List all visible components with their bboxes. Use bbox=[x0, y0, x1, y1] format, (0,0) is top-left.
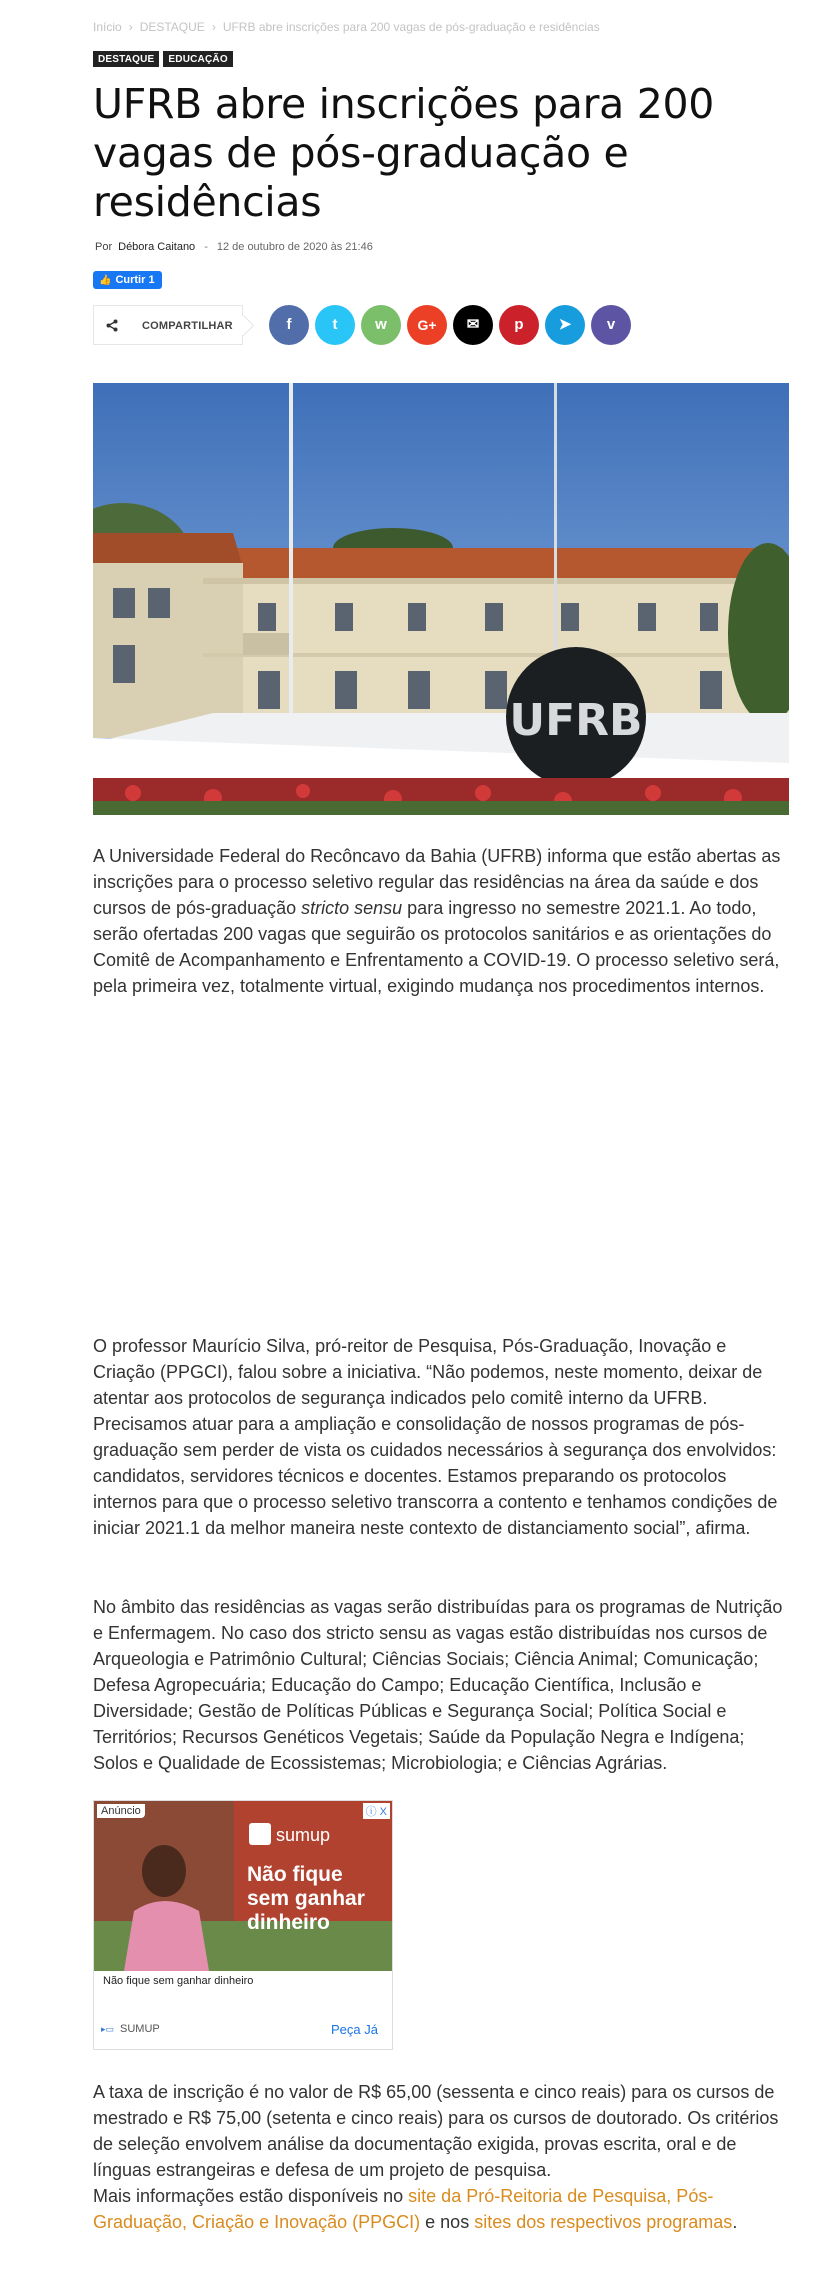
author-prefix: Por bbox=[95, 241, 113, 253]
article-title: UFRB abre inscrições para 200 vagas de pós-graduação e residências bbox=[93, 80, 715, 226]
paragraph-text: A Universidade Federal do Recôncavo da Bahia (UFRB) informa que estão abertas as inscrições para o processo seletivo regular das residências na área da saúde e dos cursos de pós-graduação bbox=[93, 846, 781, 918]
share-toggle[interactable] bbox=[93, 305, 243, 345]
pinterest-share-button[interactable] bbox=[499, 305, 539, 345]
paragraph-text: Mais informações estão disponíveis no bbox=[93, 2186, 409, 2206]
article-meta bbox=[95, 241, 373, 253]
thumbs-up-icon: 👍 bbox=[99, 275, 112, 286]
svg-text:dinheiro: dinheiro bbox=[247, 1911, 330, 1934]
paragraph-emphasis: stricto sensu bbox=[301, 898, 403, 918]
svg-text:Não fique: Não fique bbox=[247, 1863, 343, 1886]
article-paragraph: No âmbito das residências as vagas serão distribuídas para os programas de Nutrição e Enfermagem. No caso dos stricto sensu as vagas estão distribuídas nos cursos de Arqueologia e Patrimônio Cultural; Ciências Sociais; Ciência Animal; Comunicação; Defesa Agropecuária; Educação do Campo; Educação Científica, Inclusão e Diversidade; Gestão de Políticas Públicas e Segurança Social; Política Social e Territórios; Recursos Genéticos Vegetais; Saúde da População Negra e Indígena; Solos e Qualidade de Ecossistemas; Microbiologia; e Ciências Agrárias. bbox=[93, 1597, 783, 1773]
twitter-icon: t bbox=[332, 316, 338, 333]
ad-label: Anúncio bbox=[97, 1804, 145, 1818]
breadcrumb bbox=[93, 20, 600, 34]
ad-banner-photo bbox=[94, 1801, 392, 1971]
programs-link[interactable]: sites dos respectivos programas bbox=[474, 2212, 733, 2232]
article-paragraph: A taxa de inscrição é no valor de R$ 65,00 (sessenta e cinco reais) para os cursos de mestrado e R$ 75,00 (setenta e cinco reais) para os cursos de doutorado. Os critérios de seleção envolvem análise da documentação exigida, provas escrita, oral e de línguas estrangeiras e defesa de um projeto de pesquisa. bbox=[93, 2082, 779, 2180]
breadcrumb-home[interactable]: Início bbox=[93, 20, 122, 34]
hero-sign-text: UFRB bbox=[509, 695, 643, 746]
email-share-button[interactable] bbox=[453, 305, 493, 345]
facebook-share-button[interactable] bbox=[269, 305, 309, 345]
googleplus-icon: G+ bbox=[417, 317, 437, 333]
whatsapp-icon: w bbox=[375, 316, 387, 333]
paragraph-text: para ingresso no semestre 2021.1. Ao todo, serão ofertadas 200 vagas que seguirão os protocolos sanitários e as orientações do Comitê de Acompanhamento e Enfrentamento a COVID-19. O processo seletivo será, pela primeira vez, totalmente virtual, exigindo mudança nos procedimentos internos. bbox=[93, 898, 780, 996]
ad-tagline: Não fique sem ganhar dinheiro bbox=[103, 1975, 254, 1987]
googleplus-share-button[interactable] bbox=[407, 305, 447, 345]
article-paragraph: O professor Maurício Silva, pró-reitor de Pesquisa, Pós-Graduação, Inovação e Criação (PPGCI), falou sobre a iniciativa. “Não podemos, neste momento, deixar de atentar aos protocolos de segurança indicados pelo comitê interno da UFRB. Precisamos atuar para a ampliação e consolidação de nossos programas de pós-graduação sem perder de vista os cuidados necessários à segurança dos envolvidos: candidatos, servidores técnicos e docentes. Estamos preparando os protocolos internos para que o processo seletivo transcorra a contento e tenhamos condições de iniciar 2021.1 da melhor maneira neste contexto de distanciamento social”, afirma. bbox=[93, 1336, 778, 1538]
svg-text:sem ganhar: sem ganhar bbox=[247, 1887, 365, 1910]
telegram-share-button[interactable] bbox=[545, 305, 585, 345]
viber-icon: v bbox=[606, 316, 616, 333]
ad-cta-button[interactable]: Peça Já bbox=[331, 2022, 378, 2037]
ppgci-link[interactable]: site da Pró-Reitoria de Pesquisa, Pós-Graduação, Criação e Inovação (PPGCI) bbox=[93, 2186, 714, 2232]
email-icon: ✉ bbox=[466, 316, 480, 333]
author-link[interactable]: Débora Caitano bbox=[118, 241, 196, 253]
sumup-advertisement[interactable] bbox=[93, 1800, 393, 2050]
featured-image bbox=[93, 383, 789, 815]
article-paragraph bbox=[93, 843, 793, 999]
ad-image bbox=[94, 1801, 392, 1971]
breadcrumb-category[interactable]: DESTAQUE bbox=[139, 20, 205, 34]
breadcrumb-separator: › bbox=[128, 20, 133, 34]
ad-brand bbox=[101, 2023, 160, 2035]
share-bar bbox=[93, 305, 713, 345]
meta-separator: - bbox=[204, 241, 208, 253]
ad-choices-icon: ▸▭ bbox=[101, 2024, 115, 2034]
telegram-icon: ➤ bbox=[558, 316, 572, 333]
paragraph-text: . bbox=[732, 2212, 738, 2232]
publish-date: 12 de outubro de 2020 às 21:46 bbox=[216, 241, 373, 253]
facebook-like-button[interactable] bbox=[93, 271, 162, 289]
ufrb-building-photo bbox=[93, 383, 789, 815]
category-tags bbox=[93, 49, 237, 67]
facebook-icon: f bbox=[286, 316, 292, 333]
ad-brand-logo: sumup bbox=[276, 1825, 331, 1845]
whatsapp-share-button[interactable] bbox=[361, 305, 401, 345]
ad-close-icon[interactable]: ⓘ X bbox=[363, 1803, 390, 1819]
breadcrumb-current: UFRB abre inscrições para 200 vagas de pós-graduação e residências bbox=[222, 20, 600, 34]
viber-share-button[interactable] bbox=[591, 305, 631, 345]
article-paragraph bbox=[93, 2183, 793, 2235]
breadcrumb-separator: › bbox=[211, 20, 216, 34]
share-icon bbox=[106, 319, 118, 335]
ad-brand-name: SUMUP bbox=[120, 2023, 160, 2035]
twitter-share-button[interactable] bbox=[315, 305, 355, 345]
tag-educacao[interactable]: EDUCAÇÃO bbox=[163, 51, 232, 67]
facebook-like-label: Curtir 1 bbox=[115, 274, 155, 286]
pinterest-icon: p bbox=[514, 316, 524, 333]
tag-destaque[interactable]: DESTAQUE bbox=[93, 51, 159, 67]
share-label: COMPARTILHAR bbox=[142, 320, 233, 332]
paragraph-text: e nos bbox=[420, 2212, 475, 2232]
